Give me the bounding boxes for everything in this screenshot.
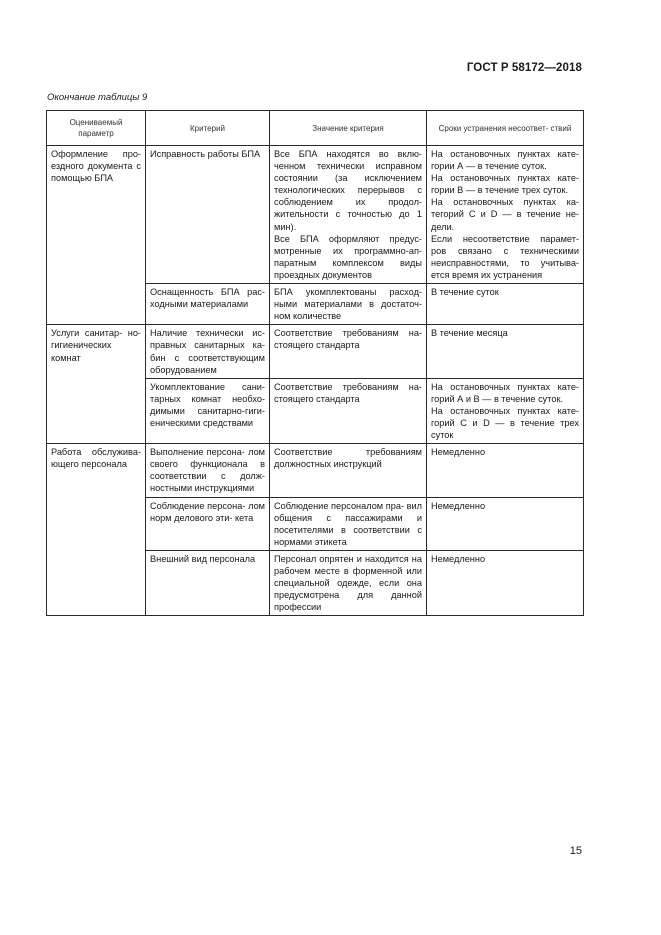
column-header-criterion: Критерий: [146, 111, 270, 146]
criterion-cell: Оснащенность БПА рас- ходными материалами: [146, 284, 270, 325]
document-code: ГОСТ Р 58172—2018: [466, 62, 582, 74]
criterion-cell: Наличие технически ис- правных санитарных ка- бин с соответствующим оборудованием: [146, 325, 270, 378]
table-row: [47, 444, 584, 497]
value-cell: Персонал опрятен и находится на рабочем месте в форменной или специальной одежде, если она предусмотрена для данной профессии: [270, 550, 427, 615]
value-cell: Соблюдение персоналом пра- вил общения с пассажирами и посетителями в соответствии с нормами этикета: [270, 497, 427, 550]
criteria-table: [46, 110, 584, 616]
parameter-cell: Работа обслужива- ющего персонала: [47, 444, 146, 616]
deadline-cell: В течение суток: [427, 284, 584, 325]
parameter-cell: Оформление про- ездного документа с помощью БПА: [47, 146, 146, 325]
deadline-cell: Немедленно: [427, 444, 584, 497]
deadline-cell: На остановочных пунктах кате- гории А — в течение суток. На остановочных пунктах кате- гории В — в течение трех суток. На остановочных пунктах ка- тегорий С и D — в течение не- дели. Если несоответствие парамет- ров связано с техническими неисправностями, то учитыва- ется время их устранения: [427, 146, 584, 284]
parameter-cell: Услуги санитар- но-гигиенических комнат: [47, 325, 146, 444]
table-header-row: [47, 111, 584, 146]
deadline-cell: На остановочных пунктах кате- горий А и В — в течение суток. На остановочных пунктах кате- горий С и D — в течение трех суток: [427, 378, 584, 443]
criterion-cell: Внешний вид персонала: [146, 550, 270, 615]
column-header-value: Значение критерия: [270, 111, 427, 146]
criterion-cell: Укомплектование сани- тарных комнат необхо- димыми санитарно-гиги- еническими средствами: [146, 378, 270, 443]
value-cell: БПА укомплектованы расход- ными материалами в достаточ- ном количестве: [270, 284, 427, 325]
page-number: 15: [569, 845, 582, 857]
table-row: [47, 325, 584, 378]
value-cell: Соответствие требованиям на- стоящего стандарта: [270, 378, 427, 443]
criterion-cell: Исправность работы БПА: [146, 146, 270, 284]
table-row: [47, 146, 584, 284]
criterion-cell: Соблюдение персона- лом норм делового эти- кета: [146, 497, 270, 550]
table-caption: Окончание таблицы 9: [47, 92, 148, 103]
criterion-cell: Выполнение персона- лом своего функционала в соответствии с долж- ностными инструкциями: [146, 444, 270, 497]
value-cell: Все БПА находятся во вклю- ченном технически исправном состоянии (за исключением технологических перерывов с соблюдением их продол- жительности с точностью до 1 мин). Все БПА оформляют предус- мотренные их программно-ап- паратным комплексом виды проездных документов: [270, 146, 427, 284]
value-cell: Соответствие требованиям на- стоящего стандарта: [270, 325, 427, 378]
column-header-parameter: Оцениваемый параметр: [47, 111, 146, 146]
column-header-deadline: Сроки устранения несоответ- ствий: [427, 111, 584, 146]
deadline-cell: Немедленно: [427, 497, 584, 550]
deadline-cell: В течение месяца: [427, 325, 584, 378]
deadline-cell: Немедленно: [427, 550, 584, 615]
value-cell: Соответствие требованиям должностных инструкций: [270, 444, 427, 497]
